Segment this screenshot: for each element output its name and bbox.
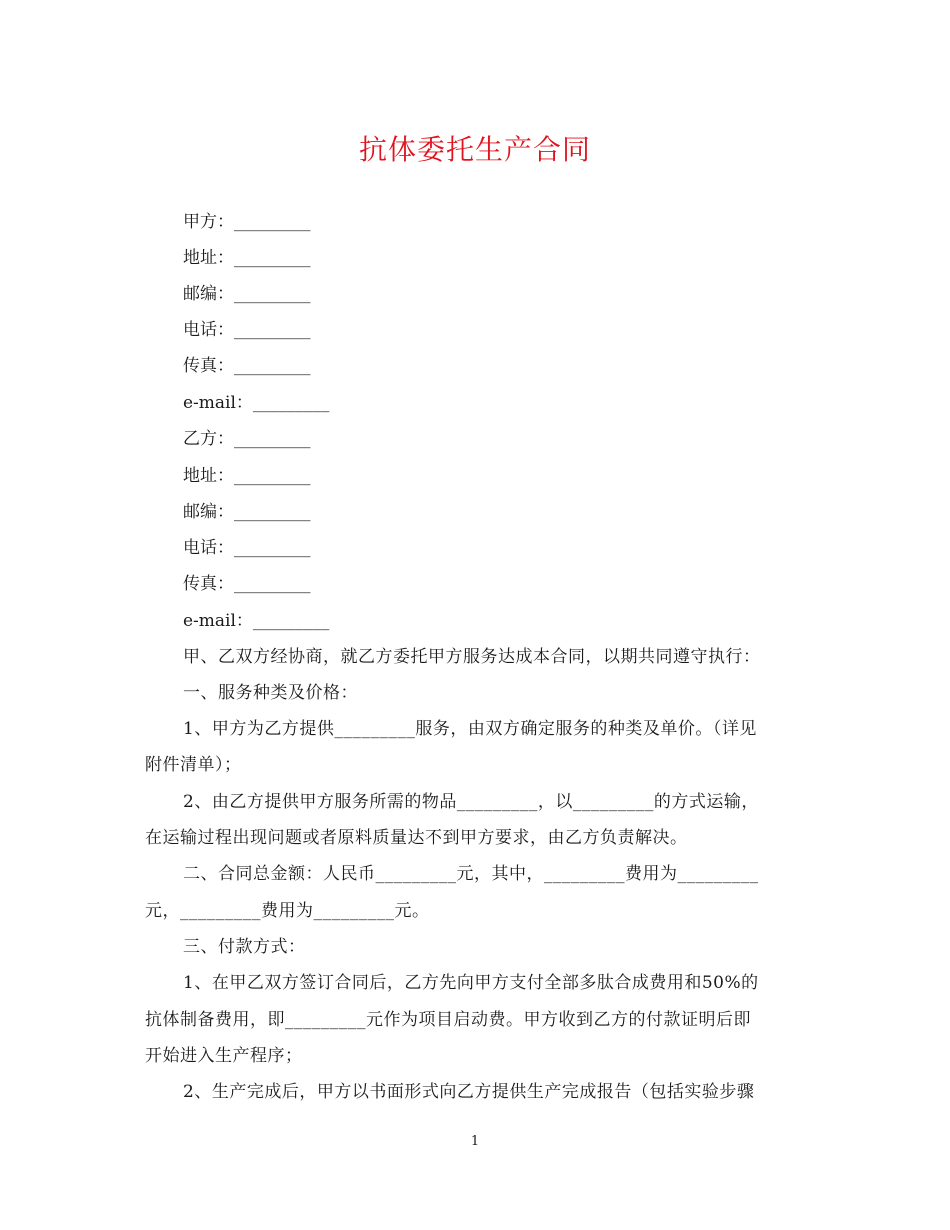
- section-1-heading: 一、服务种类及价格：: [183, 683, 358, 703]
- section-2-line-1: 二、合同总金额：人民币_________元，其中，_________费用为_________: [183, 864, 759, 884]
- clause-3-1-line-1: 1、在甲乙双方签订合同后，乙方先向甲方支付全部多肽合成费用和50%的: [183, 973, 759, 993]
- page-number: 1: [470, 1134, 480, 1149]
- clause-1-1-line-1: 1、甲方为乙方提供_________服务，由双方确定服务的种类及单价。（详见: [183, 719, 757, 739]
- clause-1-2-line-2: 在运输过程出现问题或者原料质量达不到甲方要求，由乙方负责解决。: [145, 828, 688, 848]
- clause-3-2-line-1: 2、生产完成后，甲方以书面形式向乙方提供生产完成报告（包括实验步骤: [183, 1082, 755, 1102]
- party-b-fax-field: 传真：_________: [183, 574, 311, 594]
- party-a-email-field: e-mail：_________: [183, 393, 330, 413]
- party-b-email-field: e-mail：_________: [183, 611, 330, 631]
- party-b-phone-field: 电话：_________: [183, 538, 311, 558]
- section-3-heading: 三、付款方式：: [183, 937, 306, 957]
- party-a-name-field: 甲方：_________: [183, 212, 311, 232]
- clause-3-1-line-2: 抗体制备费用，即_________元作为项目启动费。甲方收到乙方的付款证明后即: [145, 1010, 751, 1030]
- party-a-address-field: 地址：_________: [183, 248, 311, 268]
- party-a-phone-field: 电话：_________: [183, 320, 311, 340]
- intro-paragraph: 甲、乙双方经协商，就乙方委托甲方服务达成本合同，以期共同遵守执行：: [183, 647, 761, 667]
- clause-3-1-line-3: 开始进入生产程序；: [145, 1046, 303, 1066]
- document-title: 抗体委托生产合同: [358, 133, 591, 166]
- party-a-fax-field: 传真：_________: [183, 356, 311, 376]
- party-b-address-field: 地址：_________: [183, 466, 311, 486]
- clause-1-2-line-1: 2、由乙方提供甲方服务所需的物品_________，以_________的方式运输，: [183, 792, 759, 812]
- party-b-name-field: 乙方：_________: [183, 429, 311, 449]
- party-b-postcode-field: 邮编：_________: [183, 502, 311, 522]
- section-2-line-2: 元，_________费用为_________元。: [145, 901, 430, 921]
- party-a-postcode-field: 邮编：_________: [183, 284, 311, 304]
- clause-1-1-line-2: 附件清单）；: [145, 755, 242, 775]
